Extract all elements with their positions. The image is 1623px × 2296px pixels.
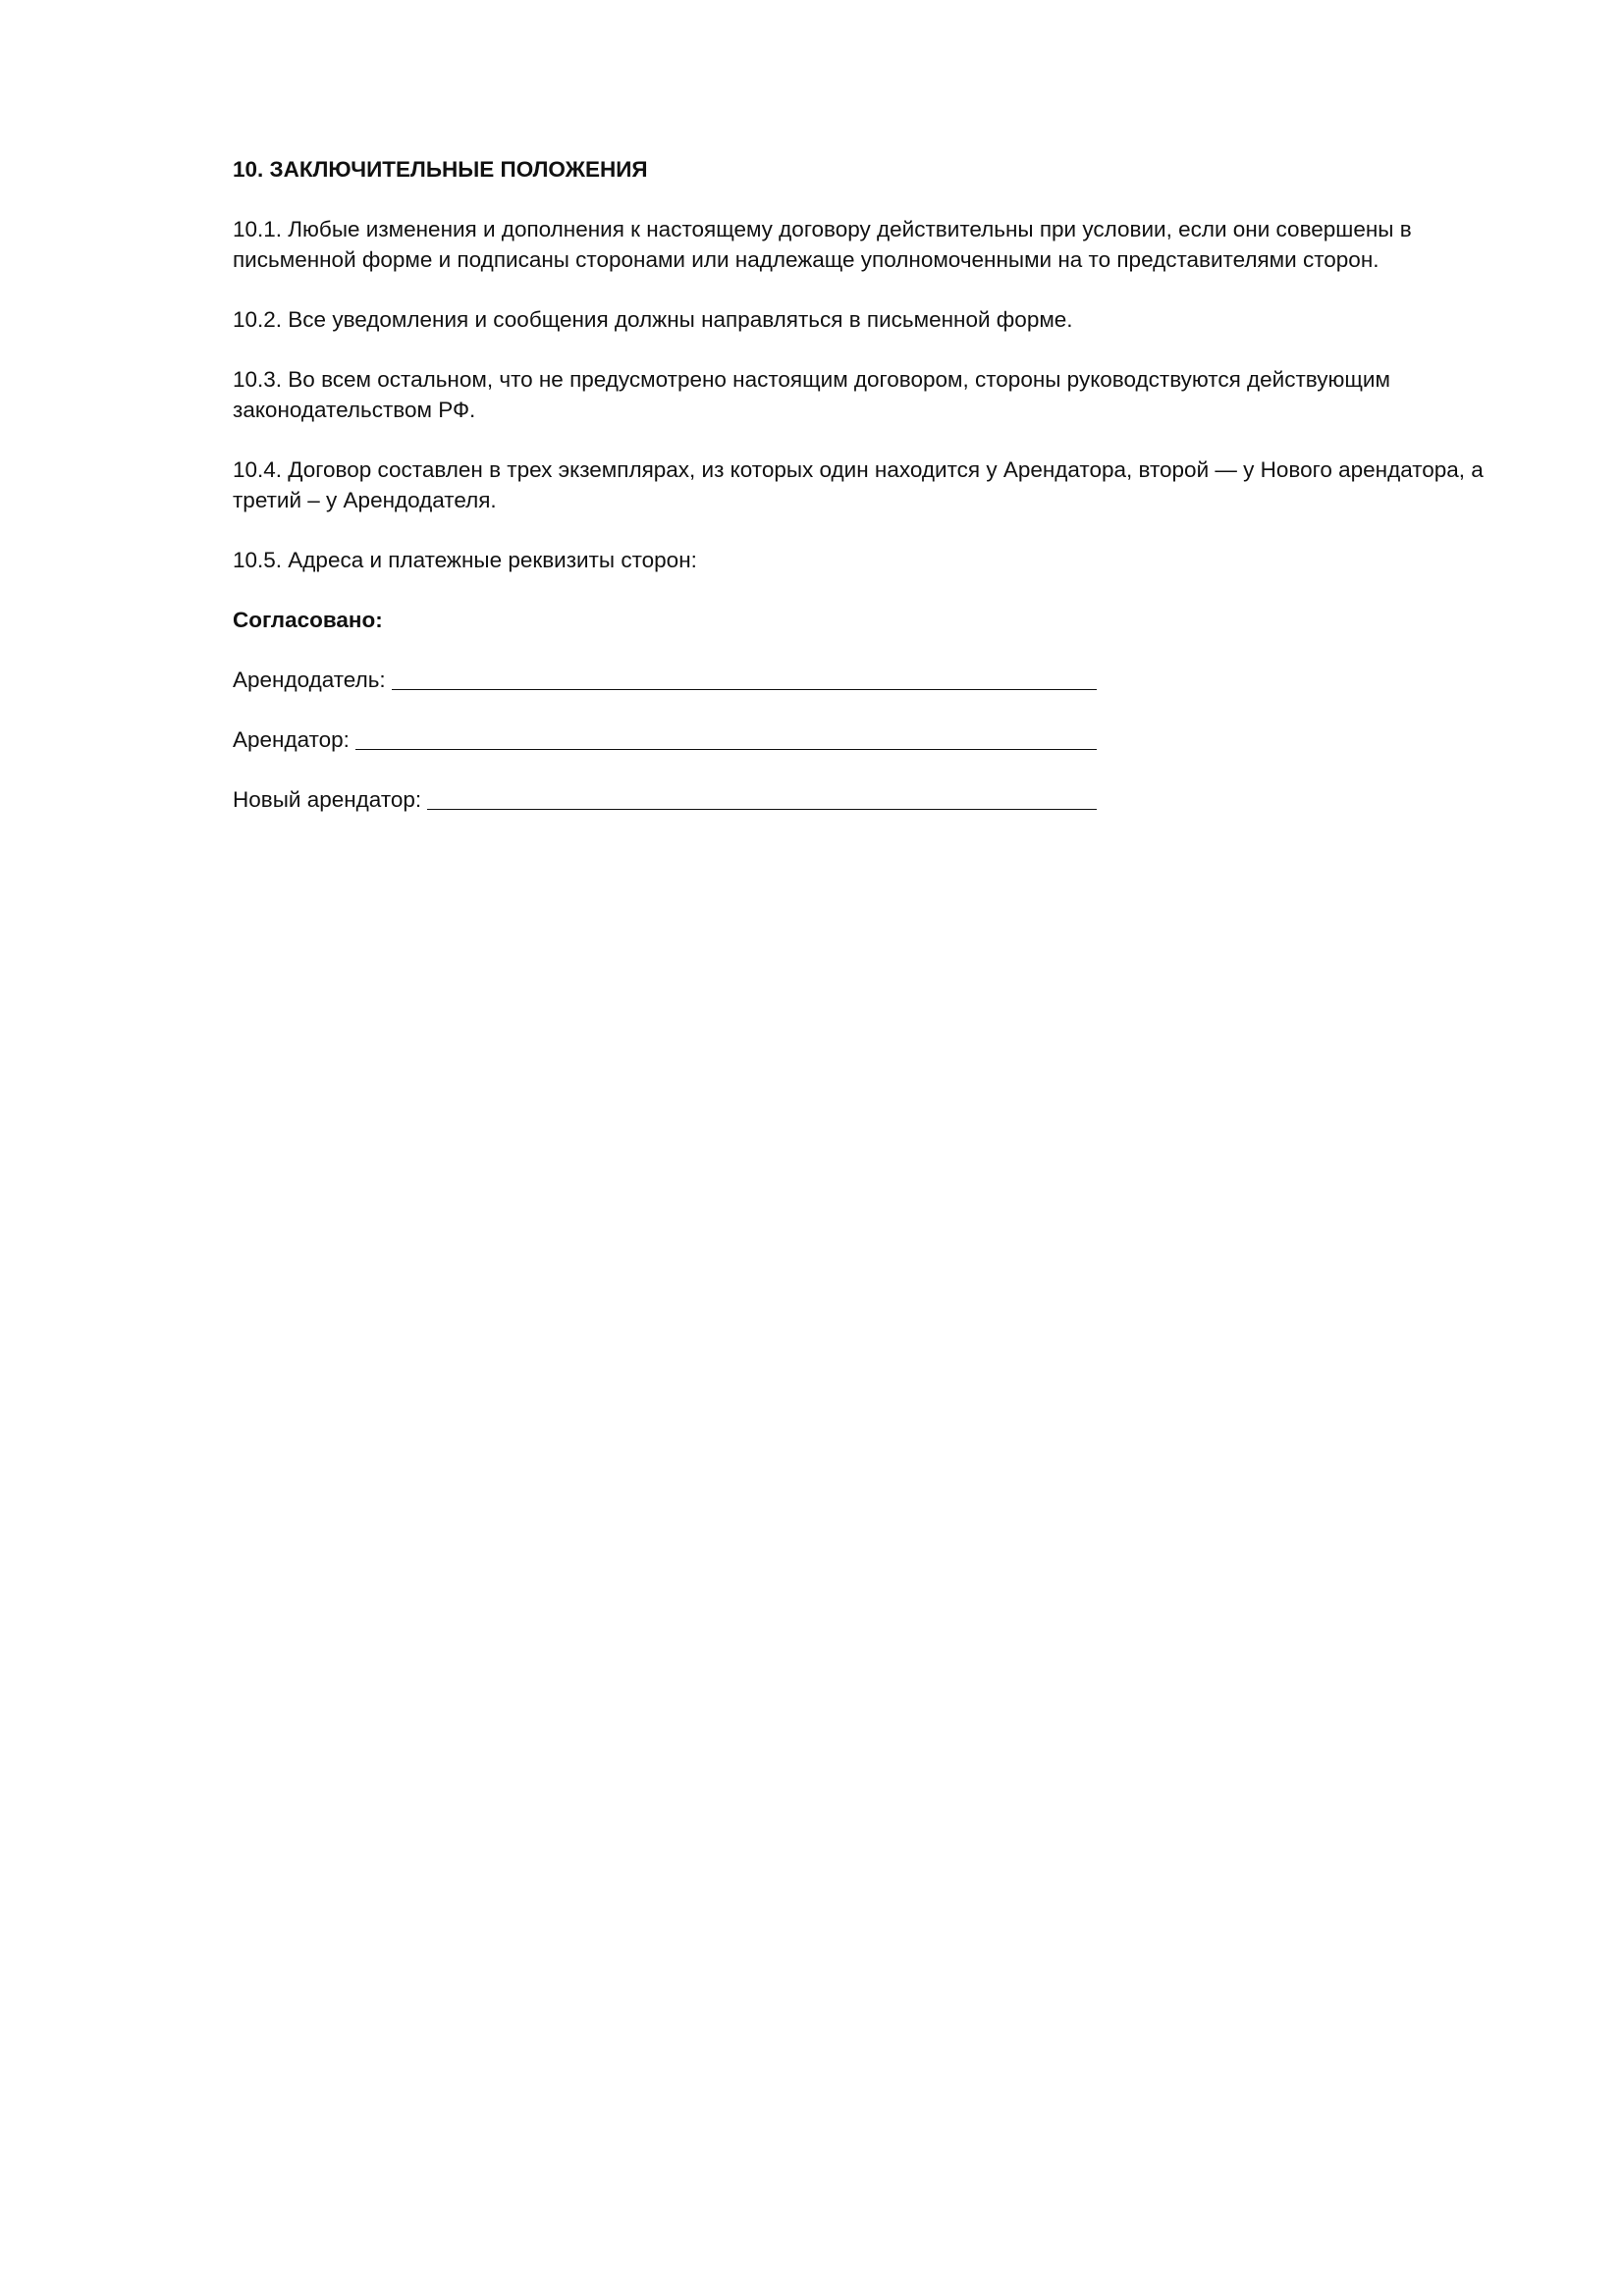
signature-line-landlord <box>392 666 1097 690</box>
signature-row-tenant <box>233 724 1097 755</box>
signature-label-landlord: Арендодатель: <box>233 667 386 692</box>
signature-label-new-tenant: Новый арендатор: <box>233 787 422 812</box>
signature-row-new-tenant <box>233 784 1097 815</box>
paragraph-10-3: 10.3. Во всем остальном, что не предусмотрено настоящим договором, стороны руководствуются действующим законодательством РФ. <box>233 367 1390 422</box>
paragraph-10-4: 10.4. Договор составлен в трех экземплярах, из которых один находится у Арендатора, второй — у Нового арендатора, а третий – у Арендодателя. <box>233 457 1484 512</box>
signature-line-new-tenant <box>427 785 1097 810</box>
paragraph-10-1: 10.1. Любые изменения и дополнения к настоящему договору действительны при условии, если они совершены в письменной форме и подписаны сторонами или надлежаще уполномоченными на то представителями сторон. <box>233 217 1412 272</box>
signature-row-landlord <box>233 665 1097 695</box>
agreed-label: Согласовано: <box>233 608 383 632</box>
section-heading: 10. ЗАКЛЮЧИТЕЛЬНЫЕ ПОЛОЖЕНИЯ <box>233 157 648 182</box>
signature-line-tenant <box>355 725 1097 750</box>
paragraph-10-2: 10.2. Все уведомления и сообщения должны направляться в письменной форме. <box>233 307 1073 332</box>
document-content <box>233 154 1519 844</box>
signature-label-tenant: Арендатор: <box>233 727 350 752</box>
paragraph-10-5: 10.5. Адреса и платежные реквизиты сторон: <box>233 548 697 572</box>
